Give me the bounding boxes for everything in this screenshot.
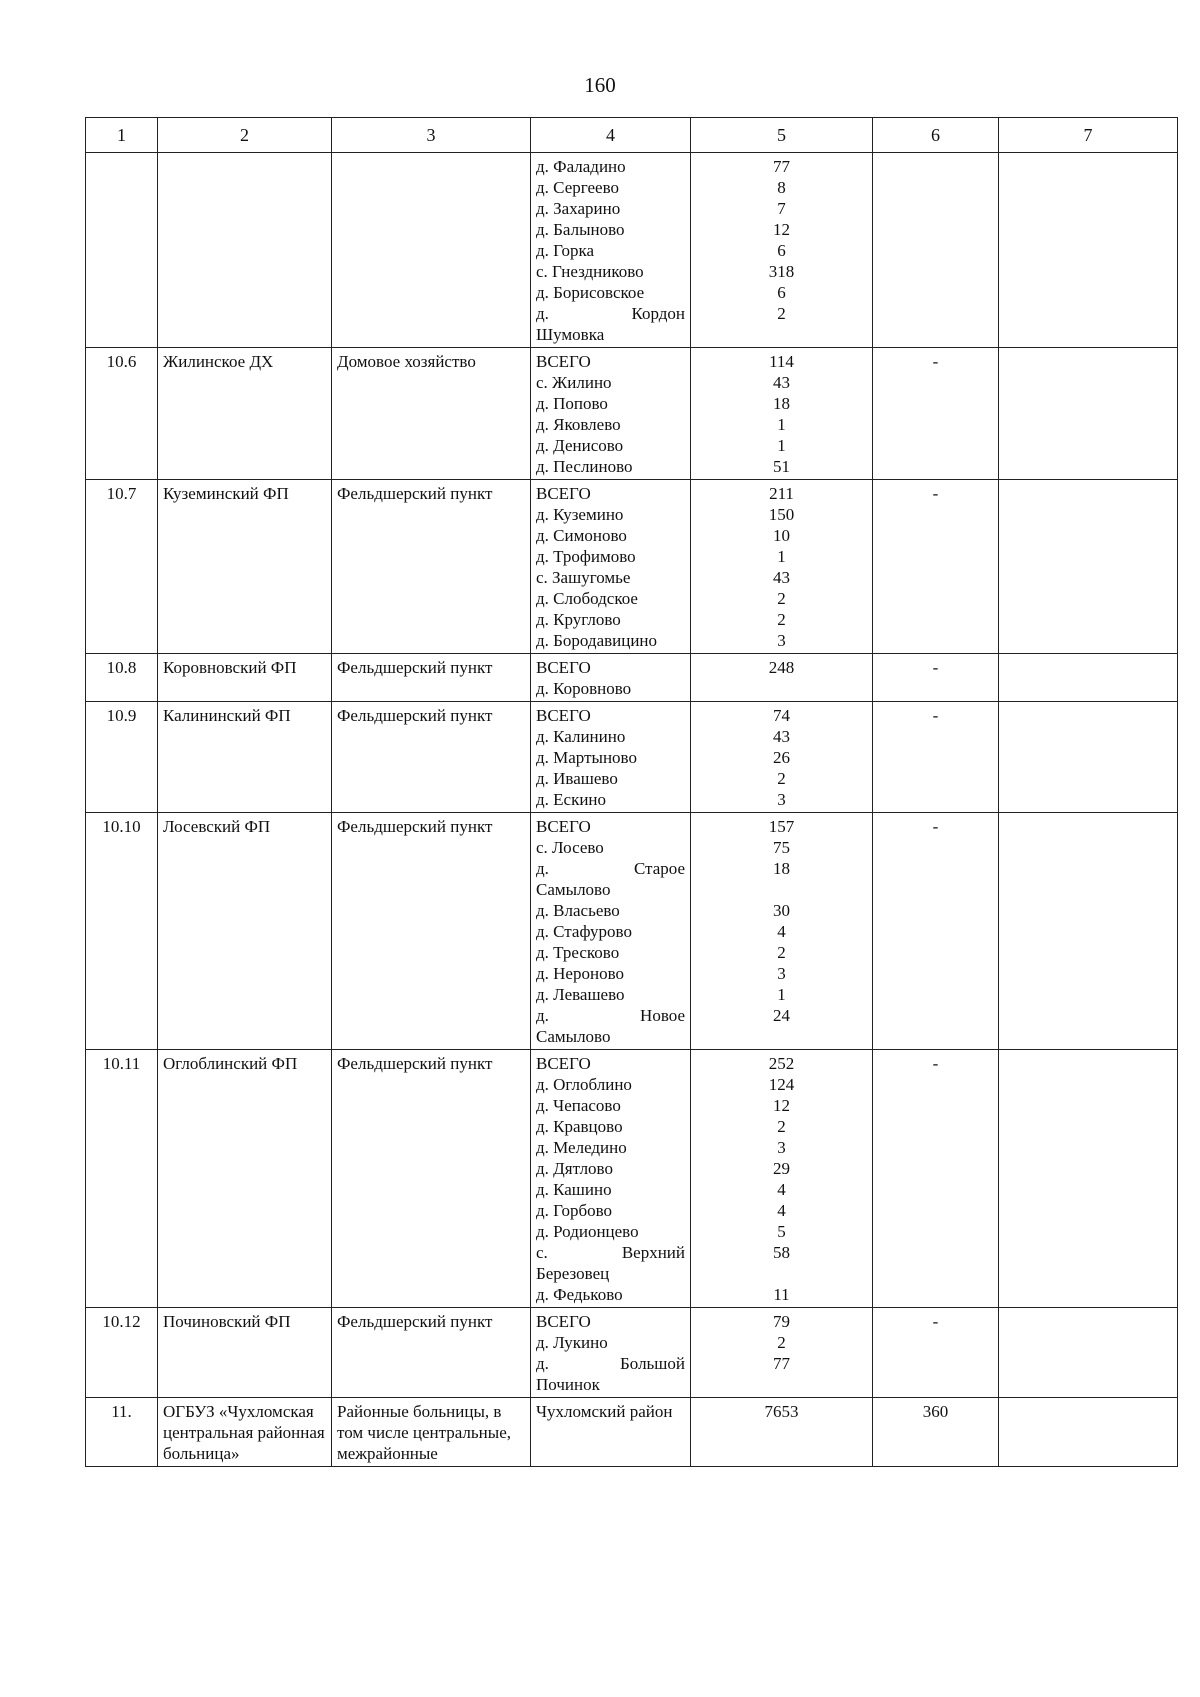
locality-population: 79 xyxy=(773,1312,790,1331)
locality-name: ВСЕГО xyxy=(536,1054,591,1073)
facility-type-cell: Фельдшерский пункт xyxy=(332,654,531,702)
locality-population: 157 xyxy=(768,817,795,836)
header-row xyxy=(86,118,1178,153)
locality-population: 7653 xyxy=(764,1402,799,1421)
population-cell xyxy=(691,1308,873,1398)
locality-population: 10 xyxy=(773,526,790,545)
locality-name: д. Симоново xyxy=(536,526,627,545)
locality-name: д. Кашино xyxy=(536,1180,612,1199)
locality-population: 43 xyxy=(773,727,790,746)
facility-type-cell: Фельдшерский пункт xyxy=(332,813,531,1050)
locality-name: д. Дятлово xyxy=(536,1159,613,1178)
locality-name: ВСЕГО xyxy=(536,706,591,725)
locality-population: 43 xyxy=(773,373,790,392)
header-cell: 3 xyxy=(332,118,531,153)
notes-cell xyxy=(999,348,1178,480)
header-cell: 2 xyxy=(158,118,332,153)
population-cell xyxy=(691,1398,873,1467)
locality-name: ВСЕГО xyxy=(536,817,591,836)
page-number: 160 xyxy=(584,73,616,97)
locality-name: ВСЕГО xyxy=(536,484,591,503)
locality-population: 4 xyxy=(777,1201,786,1220)
beds-cell: - xyxy=(873,702,999,813)
locality-population: 2 xyxy=(777,589,786,608)
locality-name: д. Федьково xyxy=(536,1285,623,1304)
locality-population: 2 xyxy=(777,769,786,788)
locality-name: д. Слободское xyxy=(536,589,638,608)
locality-population: 29 xyxy=(773,1159,790,1178)
population-cell xyxy=(691,480,873,654)
row-number-cell: 10.10 xyxy=(86,813,158,1050)
locality-name: д. Стафурово xyxy=(536,922,632,941)
locality-name: д. Круглово xyxy=(536,610,621,629)
organization-cell: Жилинское ДХ xyxy=(158,348,332,480)
locality-name: д. Тресково xyxy=(536,943,620,962)
locality-name: д. Левашево xyxy=(536,985,625,1004)
locality-name: д. Трофимово xyxy=(536,547,636,566)
row-number-cell xyxy=(86,153,158,348)
locality-population: 77 xyxy=(773,157,790,176)
locality-name: д. Сергеево xyxy=(536,178,619,197)
locality-name: с. Гнездниково xyxy=(536,262,644,281)
localities-cell xyxy=(531,654,691,702)
locality-name: ВСЕГО xyxy=(536,1312,591,1331)
row-number-cell: 11. xyxy=(86,1398,158,1467)
row-number-cell: 10.7 xyxy=(86,480,158,654)
organization-cell: Оглоблинский ФП xyxy=(158,1050,332,1308)
locality-name: с. Зашугомье xyxy=(536,568,631,587)
notes-cell xyxy=(999,1398,1178,1467)
locality-population: 11 xyxy=(773,1285,790,1304)
localities-cell xyxy=(531,1398,691,1467)
organization-cell: Починовский ФП xyxy=(158,1308,332,1398)
organization-cell xyxy=(158,153,332,348)
locality-name: ВСЕГО xyxy=(536,352,591,371)
locality-population: 6 xyxy=(777,241,786,260)
locality-name: д. Ескино xyxy=(536,790,607,809)
facility-type-cell: Районные больницы, в том числе центральные, межрайонные xyxy=(332,1398,531,1467)
locality-population: 124 xyxy=(768,1075,795,1094)
locality-population: 51 xyxy=(773,457,790,476)
locality-population: 3 xyxy=(777,790,786,809)
organization-cell: Лосевский ФП xyxy=(158,813,332,1050)
locality-name: с. Жилино xyxy=(536,373,612,392)
locality-name: д. Куземино xyxy=(536,505,624,524)
table-row xyxy=(86,153,1178,348)
population-cell xyxy=(691,348,873,480)
table-row xyxy=(86,1308,1178,1398)
facility-type-cell xyxy=(332,153,531,348)
locality-name: д. Горбово xyxy=(536,1201,613,1220)
table-row xyxy=(86,702,1178,813)
locality-population: 26 xyxy=(773,748,790,767)
locality-population: 1 xyxy=(777,415,786,434)
localities-cell: ВСЕГО с. Лосево д. Старое Самылово д. Власьево д. Стафурово д. Тресково д. Нероново д. Левашево д. Новое Самылово xyxy=(531,813,691,1050)
locality-name: д. Власьево xyxy=(536,901,620,920)
locality-population xyxy=(696,678,867,699)
locality-population: 150 xyxy=(768,505,795,524)
notes-cell xyxy=(999,702,1178,813)
header-cell: 1 xyxy=(86,118,158,153)
notes-cell xyxy=(999,153,1178,348)
notes-cell xyxy=(999,1308,1178,1398)
locality-name: Чухломский район xyxy=(536,1402,673,1421)
locality-name: д. Захарино xyxy=(536,199,621,218)
table-row xyxy=(86,1050,1178,1308)
beds-cell: - xyxy=(873,348,999,480)
locality-population: 1 xyxy=(777,436,786,455)
locality-population: 2 xyxy=(777,1333,786,1352)
locality-name: д. Фаладино xyxy=(536,157,626,176)
locality-name: д. Балыново xyxy=(536,220,625,239)
locality-name: д. Попово xyxy=(536,394,608,413)
locality-name: д. Оглоблино xyxy=(536,1075,632,1094)
locality-population: 252 xyxy=(768,1054,795,1073)
locality-population: 2 xyxy=(777,1117,786,1136)
locality-population: 211 xyxy=(769,484,794,503)
beds-cell: - xyxy=(873,654,999,702)
table-row xyxy=(86,480,1178,654)
organization-cell: Куземинский ФП xyxy=(158,480,332,654)
row-number-cell: 10.11 xyxy=(86,1050,158,1308)
locality-population: 248 xyxy=(768,658,795,677)
localities-cell xyxy=(531,348,691,480)
facility-type-cell: Фельдшерский пункт xyxy=(332,480,531,654)
locality-population: 3 xyxy=(777,964,786,983)
locality-population: 74 xyxy=(773,706,790,725)
locality-population: 77 xyxy=(773,1354,790,1373)
locality-population: 4 xyxy=(777,922,786,941)
header-cell: 5 xyxy=(691,118,873,153)
beds-cell: - xyxy=(873,1050,999,1308)
table-row xyxy=(86,654,1178,702)
locality-population: 18 xyxy=(773,859,790,878)
locality-name: д. Денисово xyxy=(536,436,624,455)
facility-type-cell: Фельдшерский пункт xyxy=(332,702,531,813)
locality-name: с. Лосево xyxy=(536,838,604,857)
table-row xyxy=(86,1398,1178,1467)
row-number-cell: 10.8 xyxy=(86,654,158,702)
table-row xyxy=(86,348,1178,480)
locality-population: 5 xyxy=(777,1222,786,1241)
locality-population: 6 xyxy=(777,283,786,302)
locality-population: 114 xyxy=(769,352,794,371)
locality-population: 1 xyxy=(777,985,786,1004)
locality-population: 75 xyxy=(773,838,790,857)
beds-cell: 360 xyxy=(873,1398,999,1467)
organization-cell: ОГБУЗ «Чухломская центральная районная больница» xyxy=(158,1398,332,1467)
localities-cell xyxy=(531,480,691,654)
locality-population: 18 xyxy=(773,394,790,413)
locality-population: 3 xyxy=(777,1138,786,1157)
notes-cell xyxy=(999,480,1178,654)
header-cell: 4 xyxy=(531,118,691,153)
beds-cell: - xyxy=(873,1308,999,1398)
localities-cell: ВСЕГО д. Лукино д. Большой Починок xyxy=(531,1308,691,1398)
locality-population: 8 xyxy=(777,178,786,197)
locality-name: д. Родионцево xyxy=(536,1222,639,1241)
locality-population: 43 xyxy=(773,568,790,587)
locality-name: д. Старое xyxy=(536,859,685,878)
notes-cell xyxy=(999,654,1178,702)
population-cell xyxy=(691,702,873,813)
locality-name: с. Верхний xyxy=(536,1243,685,1262)
localities-cell: ВСЕГО д. Оглоблино д. Чепасово д. Кравцово д. Меледино д. Дятлово д. Кашино д. Горбово д. Родионцево с. Верхний Березовец д. Федьково xyxy=(531,1050,691,1308)
population-cell xyxy=(691,153,873,348)
locality-population: 7 xyxy=(777,199,786,218)
row-number-cell: 10.6 xyxy=(86,348,158,480)
population-cell xyxy=(691,813,873,1050)
locality-population: 2 xyxy=(777,943,786,962)
locality-name: д. Коровново xyxy=(536,679,632,698)
hospital-table xyxy=(85,117,1178,1467)
notes-cell xyxy=(999,1050,1178,1308)
locality-population: 1 xyxy=(777,547,786,566)
locality-name: д. Чепасово xyxy=(536,1096,621,1115)
population-cell xyxy=(691,654,873,702)
locality-population: 4 xyxy=(777,1180,786,1199)
locality-name: д. Большой xyxy=(536,1354,685,1373)
locality-population: 2 xyxy=(777,304,786,323)
locality-population: 12 xyxy=(773,1096,790,1115)
locality-name: д. Яковлево xyxy=(536,415,621,434)
locality-name: д. Горка xyxy=(536,241,595,260)
locality-population: 3 xyxy=(777,631,786,650)
locality-population: 58 xyxy=(773,1243,790,1262)
locality-name: д. Кравцово xyxy=(536,1117,623,1136)
notes-cell xyxy=(999,813,1178,1050)
locality-name: д. Борисовское xyxy=(536,283,645,302)
locality-name: д. Ивашево xyxy=(536,769,618,788)
organization-cell: Калининский ФП xyxy=(158,702,332,813)
locality-population: 24 xyxy=(773,1006,790,1025)
locality-name: д. Новое xyxy=(536,1006,685,1025)
locality-name: д. Песлиново xyxy=(536,457,633,476)
locality-population: 2 xyxy=(777,610,786,629)
locality-name: ВСЕГО xyxy=(536,658,591,677)
locality-name: д. Лукино xyxy=(536,1333,608,1352)
facility-type-cell: Фельдшерский пункт xyxy=(332,1050,531,1308)
population-cell xyxy=(691,1050,873,1308)
beds-cell: - xyxy=(873,480,999,654)
locality-name: д. Мартыново xyxy=(536,748,637,767)
header-cell: 7 xyxy=(999,118,1178,153)
locality-name: д. Бородавицино xyxy=(536,631,658,650)
row-number-cell: 10.9 xyxy=(86,702,158,813)
beds-cell: - xyxy=(873,813,999,1050)
localities-cell xyxy=(531,702,691,813)
locality-name: д. Кордон xyxy=(536,304,685,323)
locality-name: д. Меледино xyxy=(536,1138,627,1157)
header-cell: 6 xyxy=(873,118,999,153)
row-number-cell: 10.12 xyxy=(86,1308,158,1398)
table-row xyxy=(86,813,1178,1050)
locality-name: д. Калинино xyxy=(536,727,626,746)
localities-cell: д. Фаладино д. Сергеево д. Захарино д. Балыново д. Горка с. Гнездниково д. Борисовское д. Кордон Шумовка xyxy=(531,153,691,348)
beds-cell xyxy=(873,153,999,348)
facility-type-cell: Фельдшерский пункт xyxy=(332,1308,531,1398)
facility-type-cell: Домовое хозяйство xyxy=(332,348,531,480)
locality-population: 12 xyxy=(773,220,790,239)
organization-cell: Коровновский ФП xyxy=(158,654,332,702)
locality-name: д. Нероново xyxy=(536,964,624,983)
locality-population: 318 xyxy=(768,262,795,281)
locality-population: 30 xyxy=(773,901,790,920)
